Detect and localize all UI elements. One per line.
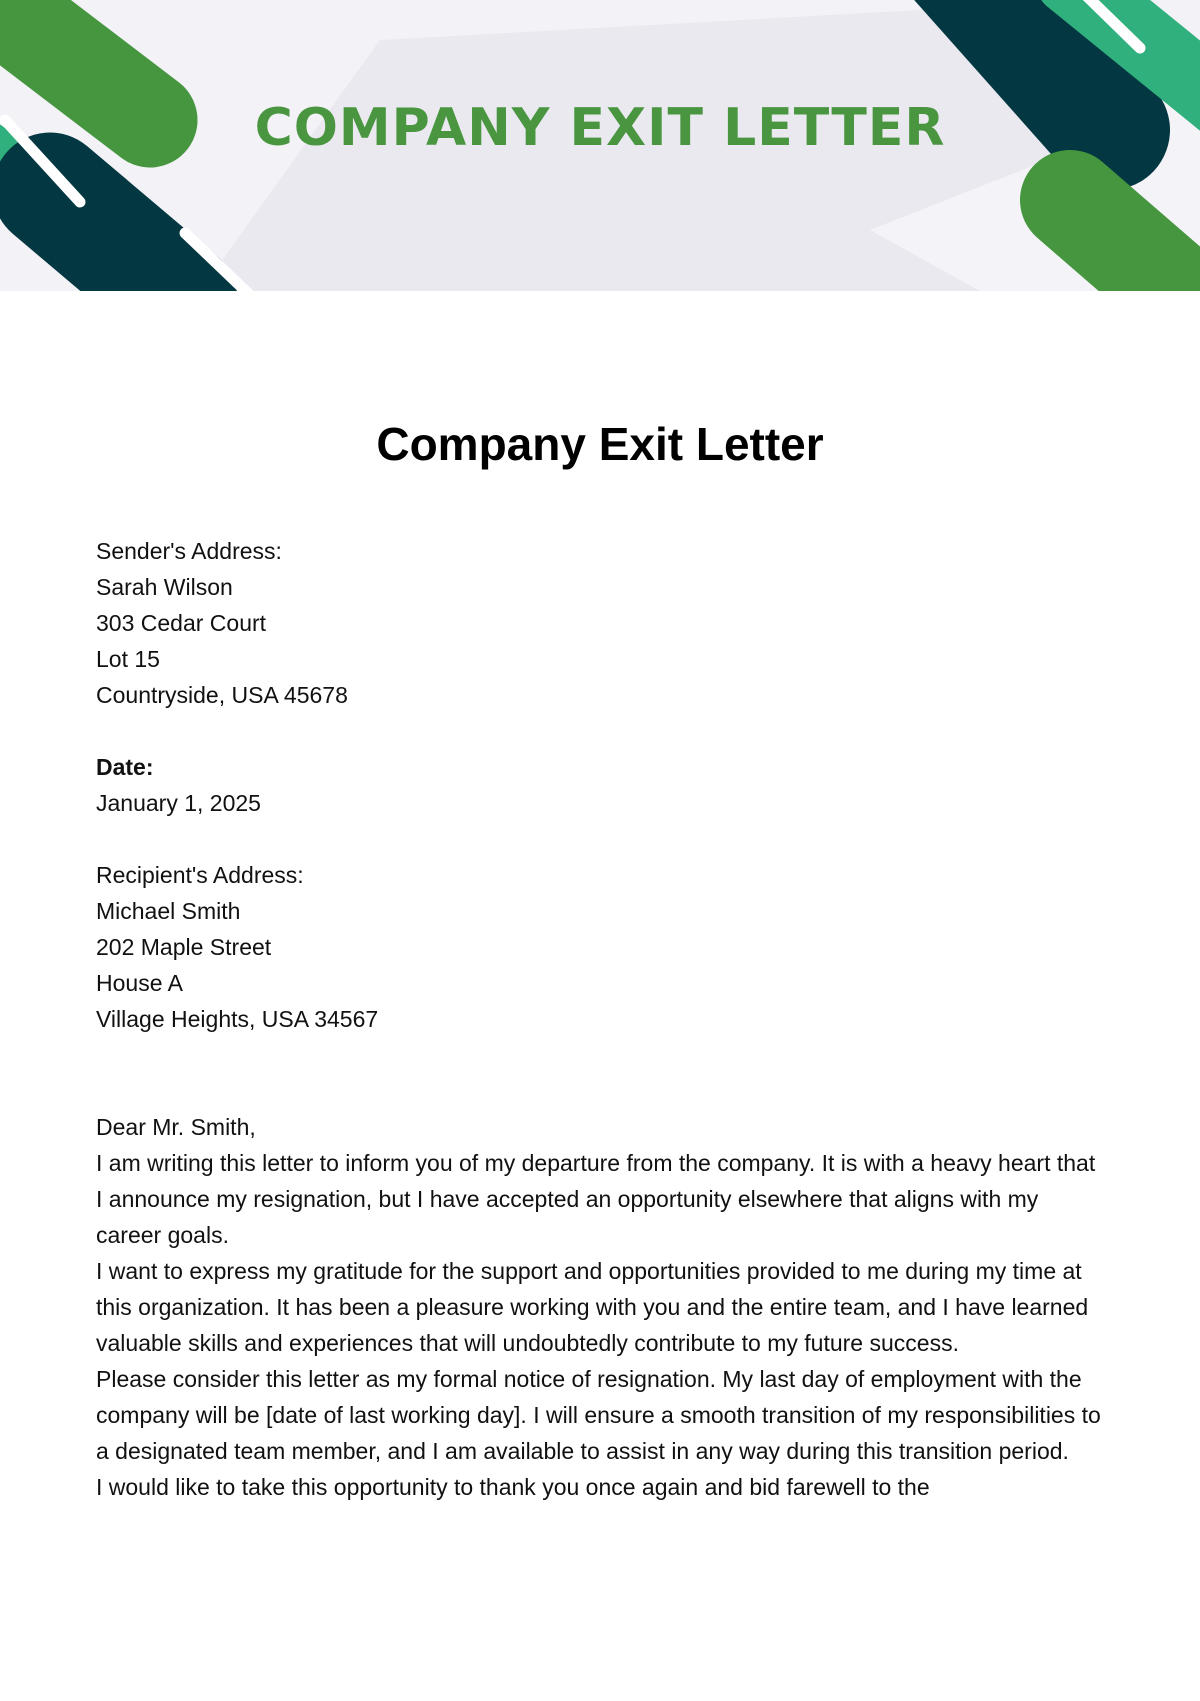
sender-name: Sarah Wilson (96, 574, 233, 600)
document-title: Company Exit Letter (376, 418, 824, 470)
recipient-address (96, 857, 1106, 1037)
recipient-heading: Recipient's Address: (96, 862, 304, 888)
recipient-unit: House A (96, 970, 183, 996)
letter-body (96, 533, 1106, 1505)
body-paragraph: I would like to take this opportunity to thank you once again and bid farewell to the (96, 1474, 930, 1500)
recipient-name: Michael Smith (96, 898, 241, 924)
sender-unit: Lot 15 (96, 646, 160, 672)
sender-city: Countryside, USA 45678 (96, 682, 348, 708)
body-paragraph: Please consider this letter as my formal notice of resignation. My last day of employment with the company will be [date of last working day]. I will ensure a smooth transition of my responsibilities to a designated team member, and I am available to assist in any way during this transition period. (96, 1366, 1101, 1464)
date-value: January 1, 2025 (96, 790, 261, 816)
recipient-street: 202 Maple Street (96, 934, 272, 960)
recipient-city: Village Heights, USA 34567 (96, 1006, 379, 1032)
salutation: Dear Mr. Smith, (96, 1114, 256, 1140)
date-section (96, 749, 1106, 821)
body-paragraph: I want to express my gratitude for the support and opportunities provided to me during my time at this organization. It has been a pleasure working with you and the entire team, and I have learned valuable skills and experiences that will undoubtedly contribute to my future success. (96, 1258, 1089, 1356)
banner-title: COMPANY EXIT LETTER (254, 98, 946, 158)
date-label: Date: (96, 754, 154, 780)
sender-heading: Sender's Address: (96, 538, 282, 564)
header-banner (0, 0, 1200, 291)
sender-address (96, 533, 1106, 713)
sender-street: 303 Cedar Court (96, 610, 267, 636)
body-paragraph: I am writing this letter to inform you of my departure from the company. It is with a heavy heart that I announce my resignation, but I have accepted an opportunity elsewhere that aligns with my career goals. (96, 1150, 1096, 1248)
